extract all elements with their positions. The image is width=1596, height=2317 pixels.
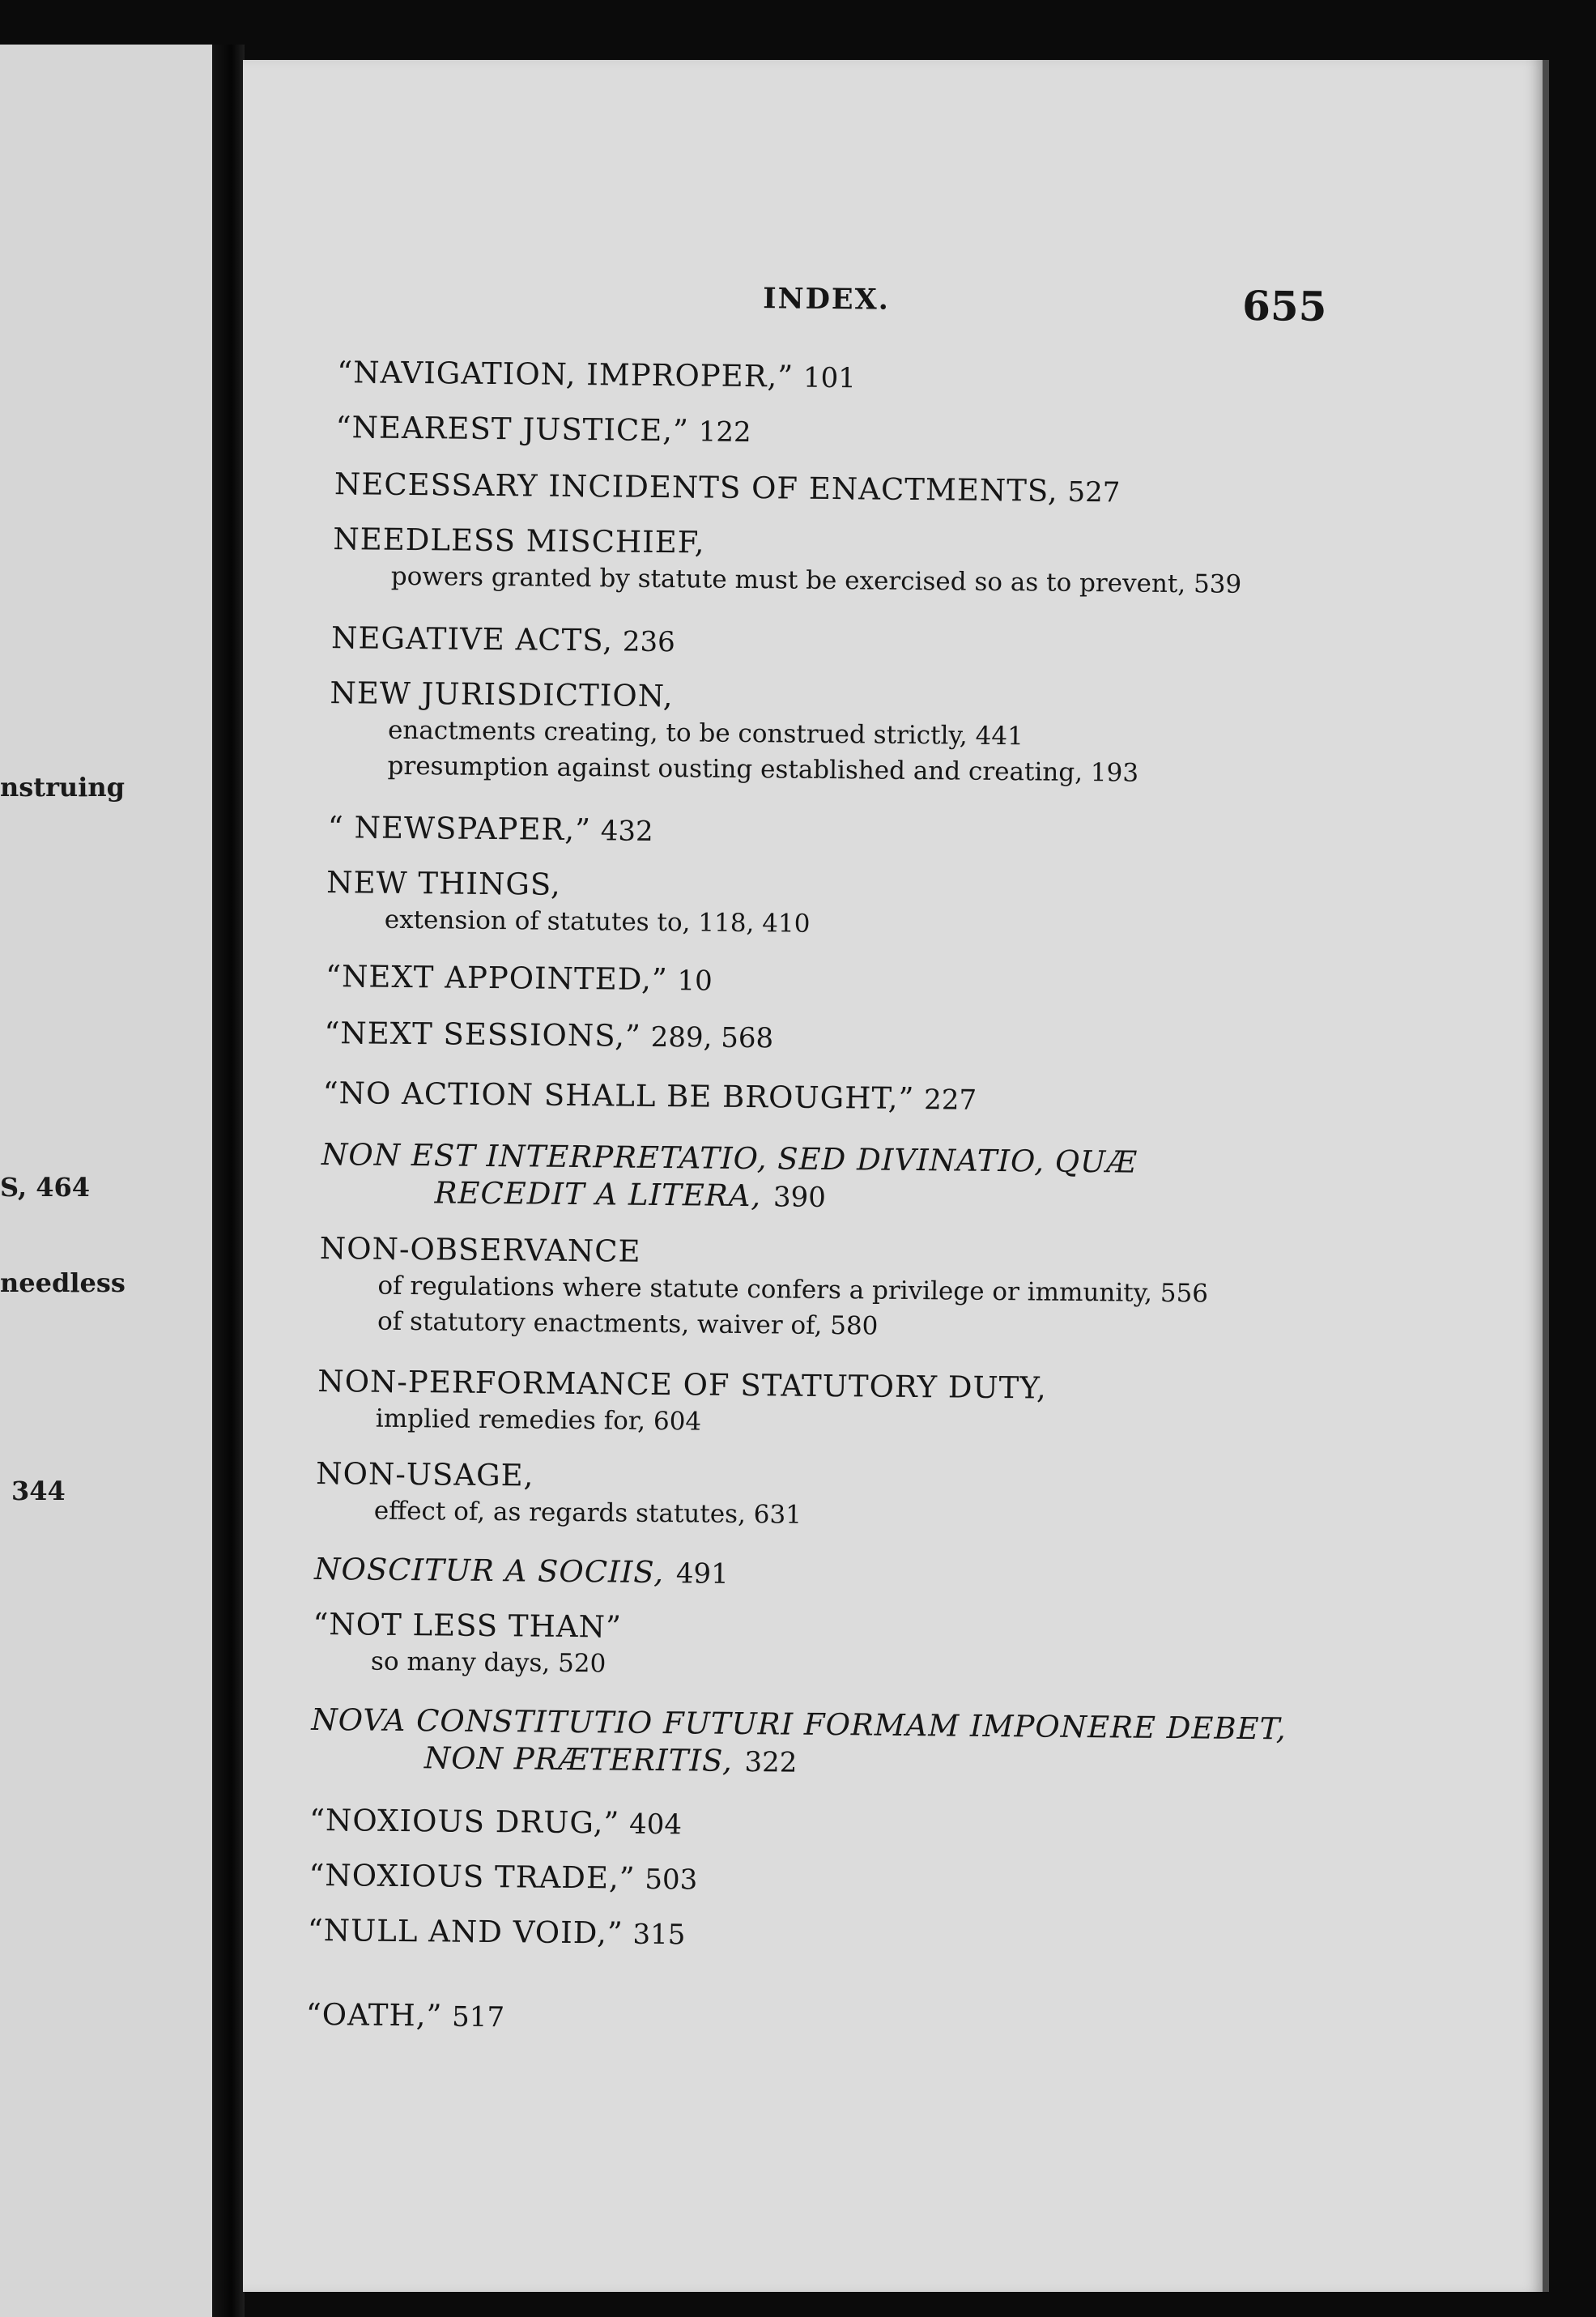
entry-subheading: presumption against ousting established and creating, 193 bbox=[387, 751, 1139, 788]
page-reference: 122 bbox=[698, 415, 751, 449]
page-reference: 527 bbox=[1067, 475, 1121, 509]
entry-heading: NON-USAGE, bbox=[316, 1455, 534, 1493]
index-entry bbox=[329, 675, 1139, 791]
index-entry bbox=[335, 409, 751, 451]
index-entry bbox=[321, 1136, 1137, 1220]
index-entry bbox=[317, 1363, 1047, 1443]
entry-subheading: of statutory enactments, waiver of, 580 bbox=[377, 1306, 879, 1341]
index-entry bbox=[326, 958, 713, 1000]
entry-heading: NEGATIVE ACTS, bbox=[330, 620, 614, 658]
index-entry bbox=[306, 1996, 505, 2036]
page-reference: 315 bbox=[632, 1918, 686, 1952]
page-reference: 404 bbox=[628, 1808, 683, 1842]
entry-heading: “NEXT APPOINTED,” bbox=[325, 959, 668, 998]
page-reference: 289, 568 bbox=[650, 1020, 774, 1055]
page-reference: 491 bbox=[675, 1557, 729, 1591]
index-entry bbox=[328, 809, 653, 850]
index-entry bbox=[331, 620, 675, 661]
page-reference: 390 bbox=[772, 1181, 827, 1214]
facing-page-fragment: S, 464 bbox=[0, 1172, 91, 1203]
entry-subheading: effect of, as regards statutes, 631 bbox=[373, 1496, 802, 1530]
entry-heading: NEW THINGS, bbox=[326, 865, 561, 902]
index-entry bbox=[309, 1802, 682, 1843]
entry-subheading: of regulations where statute confers a privilege or immunity, 556 bbox=[377, 1271, 1209, 1309]
entry-heading: NON-OBSERVANCE bbox=[319, 1230, 641, 1269]
entry-heading: NOSCITUR A SOCIIS, bbox=[313, 1551, 665, 1591]
index-entry bbox=[316, 1455, 802, 1533]
running-title: INDEX. bbox=[763, 282, 891, 317]
entry-subheading: powers granted by statute must be exercised so as to prevent, 539 bbox=[390, 561, 1242, 599]
entry-subheading: extension of statutes to, 118, 410 bbox=[384, 905, 811, 939]
entry-heading: NON-PERFORMANCE OF STATUTORY DUTY, bbox=[317, 1363, 1047, 1406]
entry-heading: “ NEWSPAPER,” bbox=[327, 810, 592, 848]
facing-page-fragment: needless bbox=[0, 1267, 126, 1298]
index-entry bbox=[309, 1857, 697, 1899]
index-entry bbox=[337, 354, 856, 397]
entry-heading: “NO ACTION SHALL BE BROUGHT,” bbox=[322, 1075, 915, 1117]
index-entry bbox=[333, 521, 1242, 603]
facing-page-fragment: 344 bbox=[11, 1476, 66, 1506]
entry-heading: NEW JURISDICTION, bbox=[330, 675, 674, 714]
page-number: 655 bbox=[1241, 281, 1327, 330]
facing-page-fragment: nstruing bbox=[0, 772, 125, 803]
entry-subheading: so many days, 520 bbox=[370, 1646, 606, 1679]
entry-heading: NEEDLESS MISCHIEF, bbox=[333, 522, 705, 560]
index-entry bbox=[308, 1912, 686, 1953]
entry-subheading: enactments creating, to be construed strictly, 441 bbox=[387, 715, 1024, 752]
page-reference: 10 bbox=[677, 965, 713, 998]
index-entry bbox=[334, 466, 1121, 511]
index-entry bbox=[319, 1230, 1209, 1348]
entry-heading-continuation: RECEDIT A LITERA, bbox=[434, 1175, 762, 1214]
index-entry bbox=[313, 1606, 622, 1682]
entry-heading: NECESSARY INCIDENTS OF ENACTMENTS, bbox=[334, 466, 1058, 509]
entry-heading: NOVA CONSTITUTIO FUTURI FORMAM IMPONERE DEBET, bbox=[311, 1702, 1287, 1747]
index-entry bbox=[326, 864, 811, 942]
index-entry bbox=[324, 1015, 773, 1057]
page-reference: 101 bbox=[802, 361, 857, 395]
entry-subheading: implied remedies for, 604 bbox=[375, 1403, 702, 1437]
index-page bbox=[243, 60, 1549, 2292]
entry-heading: “OATH,” bbox=[305, 1996, 443, 2034]
entry-heading: “NEAREST JUSTICE,” bbox=[335, 410, 690, 449]
page-reference: 322 bbox=[744, 1746, 798, 1779]
entry-heading: “NOXIOUS DRUG,” bbox=[309, 1802, 620, 1841]
page-reference: 503 bbox=[645, 1863, 698, 1897]
facing-page bbox=[0, 45, 212, 2317]
index-entry bbox=[314, 1551, 729, 1593]
index-entry bbox=[311, 1702, 1287, 1787]
entry-heading: NON EST INTERPRETATIO, SED DIVINATIO, QUÆ bbox=[321, 1136, 1138, 1180]
entry-heading: “NAVIGATION, IMPROPER,” bbox=[337, 355, 794, 394]
page-reference: 432 bbox=[600, 815, 653, 848]
page-reference: 517 bbox=[451, 2000, 505, 2034]
entry-heading-continuation: NON PRÆTERITIS, bbox=[423, 1740, 733, 1778]
entry-heading: “NOT LESS THAN” bbox=[313, 1606, 623, 1645]
index-entry bbox=[323, 1075, 977, 1119]
entry-heading: “NOXIOUS TRADE,” bbox=[309, 1857, 636, 1896]
entry-heading: “NEXT SESSIONS,” bbox=[324, 1016, 642, 1054]
page-reference: 227 bbox=[923, 1084, 977, 1117]
entry-heading: “NULL AND VOID,” bbox=[307, 1912, 624, 1951]
page-reference: 236 bbox=[622, 625, 675, 659]
